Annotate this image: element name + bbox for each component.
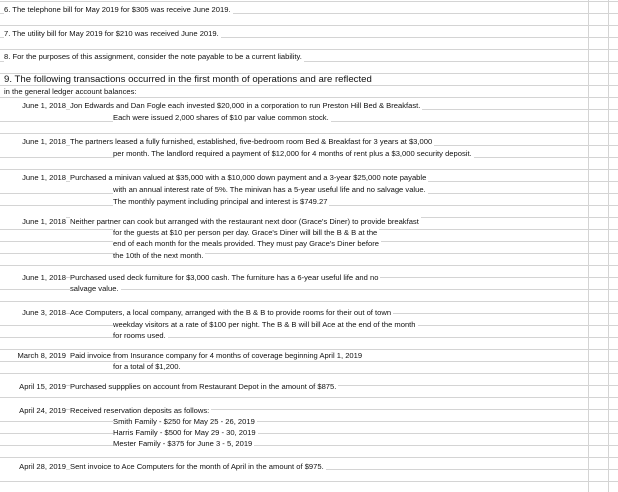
transaction-line: for the guests at $10 per person per day. Grace's Diner will bill the B & B at the [113,228,378,237]
transaction-date: June 1, 2018 [0,173,66,183]
transaction-line: Paid invoice from Insurance company for 4 months of coverage beginning April 1, 2019 [70,351,363,360]
transaction-line: Purchased suppplies on account from Restaurant Depot in the amount of $875. [70,382,337,391]
transaction-line: Jon Edwards and Dan Fogle each invested $20,000 in a corporation to run Preston Hill Bed & Breakfast. [70,101,421,110]
transaction-date: June 1, 2018 [0,273,66,283]
transaction-line: Received reservation deposits as follows: [70,406,210,415]
transaction-line: for a total of $1,200. [113,362,181,371]
note-6: 6. The telephone bill for May 2019 for $305 was receive June 2019. [4,5,231,14]
transaction-date: June 1, 2018 [0,137,66,147]
transaction-date: March 8, 2019 [0,351,66,361]
transaction-line: Purchased used deck furniture for $3,000 cash. The furniture has a 6-year useful life and no [70,273,379,282]
transaction-date: June 3, 2018 [0,308,66,318]
transaction-line: end of each month for the meals provided. They must pay Grace's Diner before [113,239,379,248]
note-8: 8. For the purposes of this assignment, consider the note payable to be a current liability. [4,52,302,61]
transaction-line: for rooms used. [113,331,166,340]
transaction-date: June 1, 2018 [0,217,66,227]
transaction-date: April 24, 2019 [0,406,66,416]
note-7: 7. The utility bill for May 2019 for $210 was received June 2019. [4,29,219,38]
section-heading: 9. The following transactions occurred in the first month of operations and are reflected [4,74,372,85]
transaction-line: with an annual interest rate of 5%. The minivan has a 5-year useful life and no salvage value. [113,185,426,194]
transaction-date: April 28, 2019 [0,462,66,472]
transaction-line: Mester Family - $375 for June 3 - 5, 2019 [113,439,253,448]
transaction-line: Smith Family - $250 for May 25 - 26, 2019 [113,417,255,426]
transaction-line: Purchased a minivan valued at $35,000 with a $10,000 down payment and a 3-year $25,000 note payable [70,173,427,182]
transaction-date: June 1, 2018 [0,101,66,111]
transaction-line: the 10th of the next month. [113,251,204,260]
transaction-line: Harris Family - $500 for May 29 - 30, 2019 [113,428,256,437]
transaction-line: per month. The landlord required a payment of $12,000 for 4 months of rent plus a $3,000 security deposit. [113,149,472,158]
transaction-line: The partners leased a fully furnished, established, five-bedroom room Bed & Breakfast for 3 years at $3,000 [70,137,433,146]
transaction-line: Each were issued 2,000 shares of $10 par value common stock. [113,113,329,122]
transaction-line: The monthly payment including principal and interest is $749.27 [113,197,328,206]
transaction-line: salvage value. [70,284,119,293]
transaction-line: weekday visitors at a rate of $100 per night. The B & B will bill Ace at the end of the month [113,320,416,329]
transaction-line: Ace Computers, a local company, arranged with the B & B to provide rooms for their out of town [70,308,392,317]
section-subheading: in the general ledger account balances: [4,87,137,96]
transaction-line: Sent invoice to Ace Computers for the month of April in the amount of $975. [70,462,324,471]
transaction-line: Neither partner can cook but arranged with the restaurant next door (Grace's Diner) to provide breakfast [70,217,419,226]
transaction-date: April 15, 2019 [0,382,66,392]
